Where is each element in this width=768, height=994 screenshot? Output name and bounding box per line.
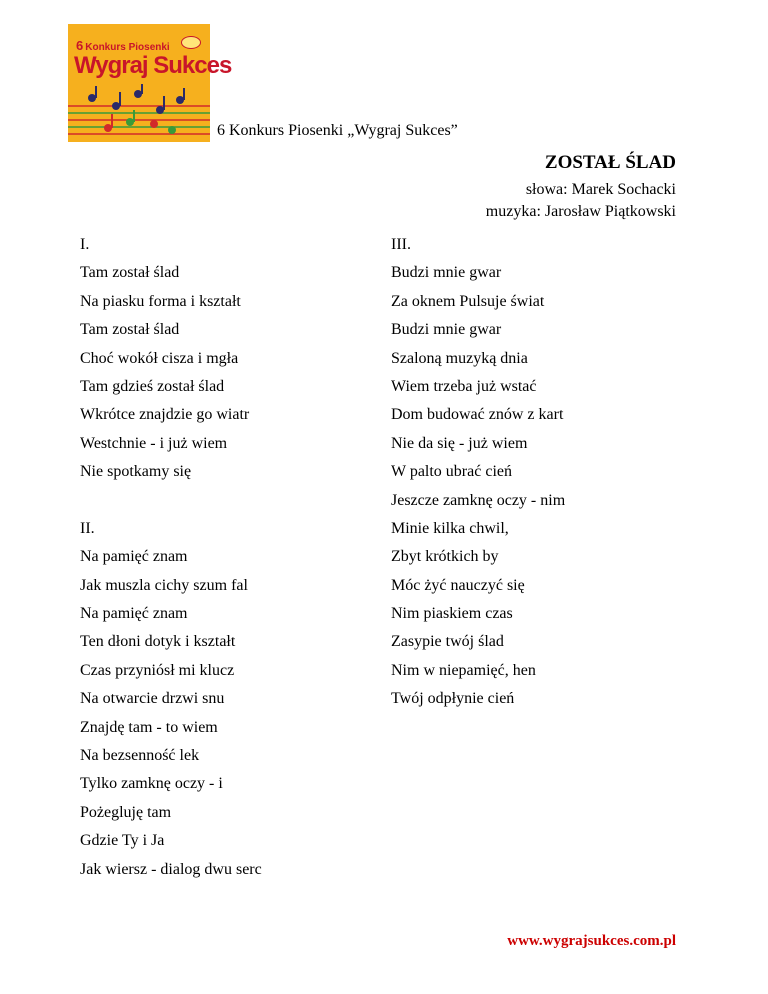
lyric-line: Nie spotkamy się [80, 463, 192, 481]
lyric-line: Ten dłoni dotyk i kształt [80, 633, 236, 651]
event-title: 6 Konkurs Piosenki „Wygraj Sukces” [217, 122, 458, 139]
lyric-line: Wiem trzeba już wstać [391, 377, 537, 395]
lyrics-right-column [391, 231, 565, 714]
contest-logo [68, 24, 232, 142]
lyric-line: Dom budować znów z kart [391, 406, 564, 424]
lyric-line: Na piasku forma i kształt [80, 292, 241, 310]
music-credit: muzyka: Jarosław Piątkowski [485, 203, 676, 220]
lyric-line: Jak muszla cichy szum fal [80, 576, 248, 594]
lyric-line: Jak wiersz - dialog dwu serc [80, 860, 262, 878]
lyric-line: Na otwarcie drzwi snu [80, 690, 225, 708]
lyric-line: Tam gdzieś został ślad [80, 377, 225, 395]
lyric-line: Tam został ślad [80, 321, 180, 339]
lyric-line: Jeszcze zamknę oczy - nim [391, 491, 566, 509]
music-staff-illustration [68, 84, 210, 142]
lyric-line: Gdzie Ty i Ja [80, 832, 165, 850]
website-link[interactable]: www.wygrajsukces.com.pl [507, 933, 676, 949]
lyric-line: Nie da się - już wiem [391, 434, 528, 452]
song-title: ZOSTAŁ ŚLAD [544, 152, 676, 173]
lyric-line: Nim w niepamięć, hen [391, 661, 536, 679]
lyric-line: I. [80, 236, 90, 253]
lyric-line: Na pamięć znam [80, 605, 188, 623]
lyric-line: Zasypie twój ślad [391, 633, 504, 651]
lyric-line: Szaloną muzyką dnia [391, 349, 528, 367]
logo-title: Wygraj Sukces [74, 52, 232, 79]
logo-badge [181, 36, 201, 49]
lyric-line: Czas przyniósł mi klucz [80, 661, 235, 679]
lyric-line: Nim piaskiem czas [391, 605, 513, 623]
lyrics-left-column [80, 231, 262, 884]
lyric-line: W palto ubrać cień [391, 463, 512, 481]
lyric-line: Zbyt krótkich by [391, 548, 499, 566]
lyric-line: Westchnie - i już wiem [80, 434, 228, 452]
lyric-line: Budzi mnie gwar [391, 321, 502, 339]
lyric-line: Za oknem Pulsuje świat [391, 292, 545, 310]
logo-line-1 [76, 38, 170, 53]
lyric-line: Pożegluję tam [80, 803, 172, 821]
lyric-line: II. [80, 519, 95, 537]
lyric-line: Budzi mnie gwar [391, 264, 502, 282]
lyric-line: Na pamięć znam [80, 548, 188, 566]
lyric-line: Znajdę tam - to wiem [80, 718, 218, 736]
lyric-line: Na bezsenność lek [80, 747, 200, 765]
lyric-line: III. [391, 236, 411, 253]
logo-number: 6 [76, 38, 84, 53]
lyric-line: Twój odpłynie cień [391, 690, 515, 708]
lyric-line: Minie kilka chwil, [391, 519, 509, 537]
lyric-line: Tam został ślad [80, 264, 180, 282]
logo-subtitle: Konkurs Piosenki [85, 42, 170, 53]
lyric-line: Choć wokół cisza i mgła [80, 349, 239, 367]
lyrics-credit: słowa: Marek Sochacki [525, 181, 676, 198]
lyric-line: Wkrótce znajdzie go wiatr [80, 406, 250, 424]
stanza-gap [80, 487, 262, 515]
lyric-line: Tylko zamknę oczy - i [80, 775, 223, 793]
lyric-line: Móc żyć nauczyć się [391, 576, 525, 594]
